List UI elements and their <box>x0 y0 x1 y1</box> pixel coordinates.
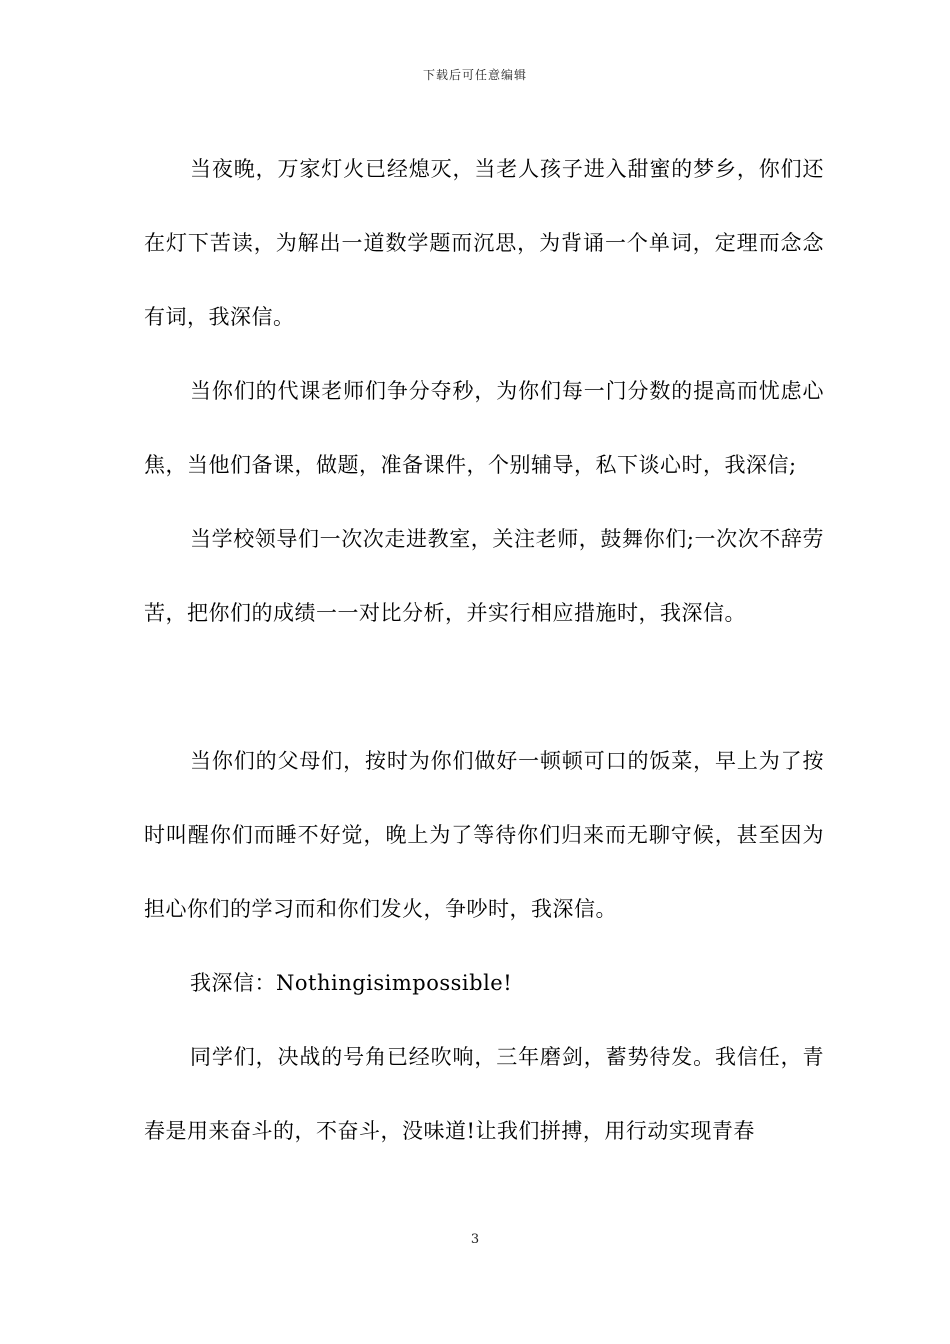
paragraph-spacer <box>144 650 824 724</box>
paragraph-5: 我深信：Nothingisimpossible! <box>190 971 513 995</box>
document-body <box>144 132 824 1168</box>
page-header: 下载后可任意编辑 <box>422 68 527 82</box>
paragraph-3: 当学校领导们一次次走进教室，关注老师，鼓舞你们;一次次不辞劳苦，把你们的成绩一一对比分析，并实行相应措施时，我深信。 <box>144 527 824 625</box>
paragraph-2: 当你们的代课老师们争分夺秒，为你们每一门分数的提高而忧虑心焦，当他们备课，做题，准备课件，个别辅导，私下谈心时，我深信; <box>144 379 824 477</box>
paragraph-1: 当夜晚，万家灯火已经熄灭，当老人孩子进入甜蜜的梦乡，你们还在灯下苦读，为解出一道数学题而沉思，为背诵一个单词，定理而念念有词，我深信。 <box>144 157 824 329</box>
paragraph-6: 同学们，决战的号角已经吹响，三年磨剑，蓄势待发。我信任，青春是用来奋斗的，不奋斗，没味道!让我们拼搏，用行动实现青春 <box>144 1045 824 1143</box>
paragraph-4: 当你们的父母们，按时为你们做好一顿顿可口的饭菜，早上为了按时叫醒你们而睡不好觉，晚上为了等待你们归来而无聊守候，甚至因为担心你们的学习而和你们发火，争吵时，我深信。 <box>144 749 824 921</box>
page-number: 3 <box>470 1232 480 1247</box>
